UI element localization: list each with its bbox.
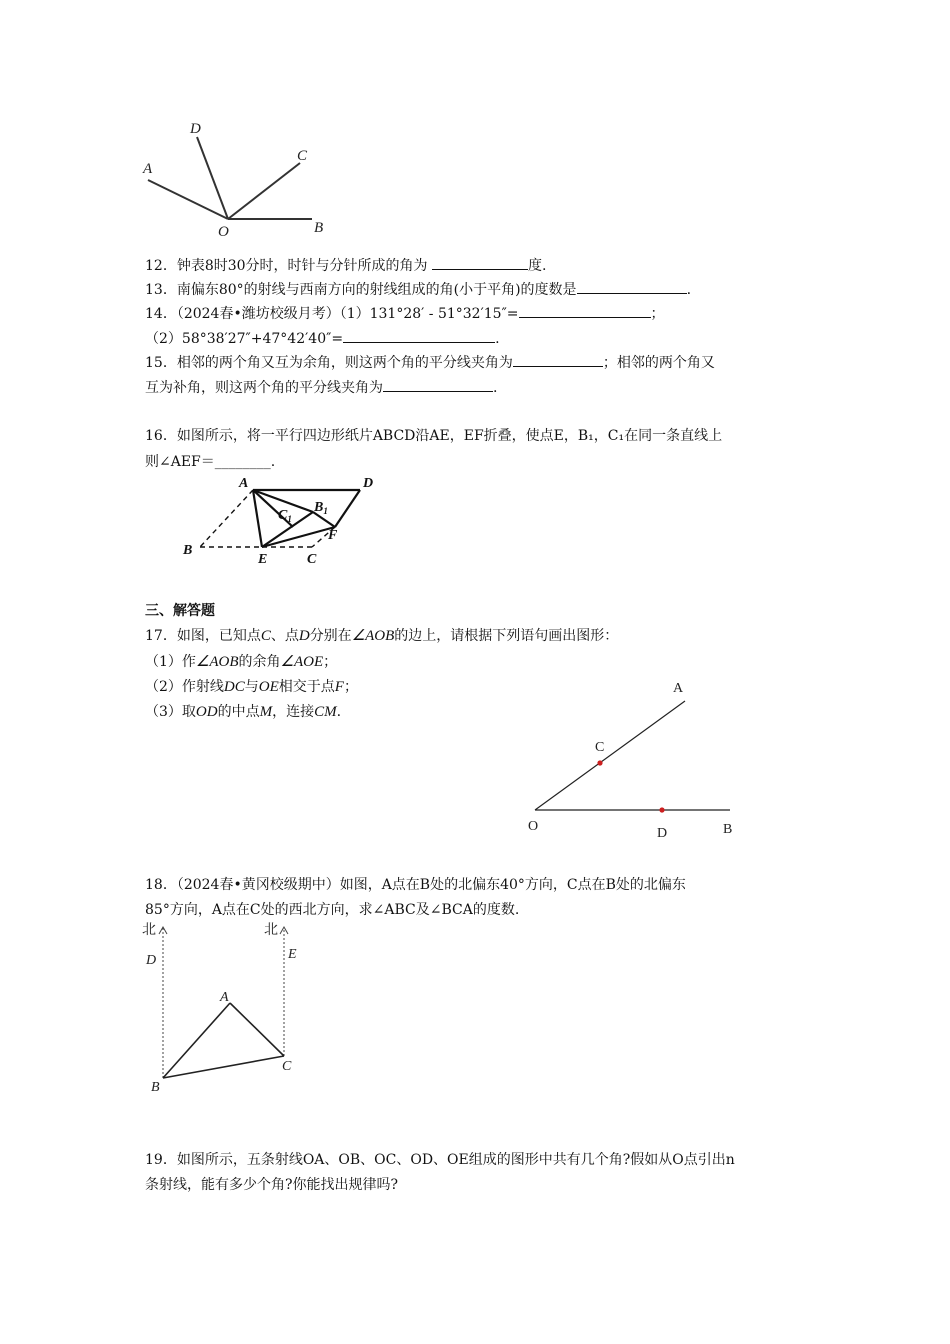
figure-q17-angle bbox=[520, 675, 750, 845]
q17-s2b: DC bbox=[223, 679, 245, 695]
q17-s3a: （3）取 bbox=[145, 704, 196, 720]
q14-line2-text: （2）58°38′27″+47°42′40″= bbox=[145, 331, 344, 347]
q17-s2c: 与 bbox=[244, 679, 259, 695]
question-18-line2 bbox=[145, 900, 519, 920]
q17-c: C bbox=[260, 628, 271, 644]
q16-line1-text: 16．如图所示，将一平行四边形纸片ABCD沿AE，EF折叠，使点E，B₁，C₁在同一条直线上 bbox=[145, 428, 723, 444]
label-c: C bbox=[282, 1059, 292, 1074]
edge-ab-dashed bbox=[200, 490, 253, 547]
question-17-step1 bbox=[145, 652, 337, 672]
q12-blank[interactable] bbox=[432, 255, 528, 270]
figure-q18-directions bbox=[140, 918, 320, 1098]
label-b: B bbox=[183, 543, 193, 558]
q17-p4: 的边上，请根据下列语句画出图形： bbox=[394, 628, 619, 644]
question-17-step3 bbox=[145, 702, 341, 722]
question-18-line1 bbox=[145, 875, 686, 895]
q17-angle: ∠AOB bbox=[351, 628, 395, 644]
q17-s1a: （1）作 bbox=[145, 654, 196, 670]
label-c: C bbox=[297, 148, 308, 164]
q14-line2-suffix: . bbox=[495, 331, 500, 347]
figure-q16-parallelogram bbox=[175, 470, 385, 570]
q18-line2-text: 85°方向，A点在C处的西北方向，求∠ABC及∠BCA的度数. bbox=[145, 902, 520, 918]
question-19-line2 bbox=[145, 1175, 398, 1195]
label-a: A bbox=[239, 476, 249, 491]
q15-line2-suffix: . bbox=[493, 380, 498, 396]
question-17-step2 bbox=[145, 677, 358, 697]
label-f: F bbox=[328, 528, 338, 543]
q17-s3f: CM bbox=[314, 704, 337, 720]
q17-s3g: . bbox=[336, 704, 342, 720]
segment-bc bbox=[163, 1056, 284, 1078]
q15-blank-1[interactable] bbox=[513, 352, 603, 367]
q12-suffix: 度. bbox=[528, 258, 547, 274]
label-c1: $C_1$ bbox=[278, 508, 292, 524]
label-b: B bbox=[151, 1080, 160, 1095]
question-17-line1 bbox=[145, 626, 618, 646]
question-19-line1 bbox=[145, 1150, 735, 1170]
question-16-line1 bbox=[145, 426, 722, 446]
q19-line1-text: 19．如图所示，五条射线OA、OB、OC、OD、OE组成的图形中共有几个角?假如从O点引出n bbox=[145, 1152, 735, 1168]
ray-oa bbox=[535, 701, 685, 810]
question-15-line1 bbox=[145, 352, 715, 373]
q13-blank[interactable] bbox=[577, 279, 687, 294]
label-north-c: 北 bbox=[264, 923, 278, 938]
q17-s2f: F bbox=[334, 679, 344, 695]
q16-blank[interactable]: ________ bbox=[214, 454, 271, 470]
label-e: E bbox=[288, 947, 297, 962]
q14-line1-text: 14．（2024春•潍坊校级月考）（1）131°28′ - 51°32′15″= bbox=[145, 306, 519, 322]
q14-blank-1[interactable] bbox=[519, 303, 651, 318]
q15-line2-text: 互为补角，则这两个角的平分线夹角为 bbox=[145, 380, 383, 396]
q17-s2g: ； bbox=[343, 679, 358, 695]
q19-line2-text: 条射线，能有多少个角?你能找出规律吗? bbox=[145, 1177, 399, 1193]
label-north-b: 北 bbox=[142, 923, 156, 938]
q17-s1e: ； bbox=[323, 654, 338, 670]
point-c bbox=[597, 760, 602, 765]
label-c: C bbox=[595, 740, 605, 755]
label-c: C bbox=[307, 552, 317, 567]
q17-s2e: 相交于点 bbox=[278, 679, 335, 695]
q17-s2a: （2）作射线 bbox=[145, 679, 224, 695]
label-e: E bbox=[258, 552, 268, 567]
q16-line2-suffix: . bbox=[270, 454, 276, 470]
q14-line1-suffix: ； bbox=[650, 306, 665, 322]
segment-ba bbox=[163, 1003, 230, 1078]
question-14-line2 bbox=[145, 328, 500, 349]
q17-s2d: OE bbox=[258, 679, 279, 695]
figure-q11-rays bbox=[140, 115, 340, 240]
label-d: D bbox=[190, 121, 201, 137]
q17-p1: 17．如图，已知点 bbox=[145, 628, 261, 644]
question-15-line2 bbox=[145, 377, 497, 398]
q15-line1-text: 15．相邻的两个角又互为余角，则这两个角的平分线夹角为 bbox=[145, 355, 513, 371]
label-b: B bbox=[723, 822, 733, 837]
q17-s1c: 的余角 bbox=[238, 654, 281, 670]
edge-df bbox=[335, 490, 360, 527]
segment-ac bbox=[230, 1003, 284, 1056]
q17-s3b: OD bbox=[195, 704, 218, 720]
label-d: D bbox=[363, 476, 374, 491]
q12-text: 12．钟表8时30分时，时针与分针所成的角为 bbox=[145, 258, 428, 274]
section-title: 三、解答题 bbox=[145, 603, 215, 619]
q13-suffix: . bbox=[686, 282, 692, 298]
label-b1: $B_1$ bbox=[314, 500, 328, 516]
ray-oc bbox=[228, 163, 300, 219]
label-d: D bbox=[146, 953, 157, 968]
label-o: O bbox=[218, 224, 229, 240]
q17-s3e: ，连接 bbox=[272, 704, 315, 720]
question-13 bbox=[145, 279, 691, 300]
q17-s1b: ∠AOB bbox=[195, 654, 239, 670]
label-b: B bbox=[314, 220, 324, 236]
question-14-line1 bbox=[145, 303, 665, 324]
q18-line1-text: 18．（2024春•黄冈校级期中）如图，A点在B处的北偏东40°方向，C点在B处的北偏东 bbox=[145, 877, 686, 893]
q15-line1-suffix: ；相邻的两个角又 bbox=[602, 355, 715, 371]
point-d bbox=[659, 807, 664, 812]
q17-s3d: M bbox=[259, 704, 273, 720]
label-a: A bbox=[220, 990, 229, 1005]
edge-ef bbox=[262, 527, 335, 547]
q17-p2: 、点 bbox=[270, 628, 299, 644]
q13-text: 13．南偏东80°的射线与西南方向的射线组成的角(小于平角)的度数是 bbox=[145, 282, 577, 298]
q15-blank-2[interactable] bbox=[383, 377, 493, 392]
label-d: D bbox=[657, 826, 668, 841]
q16-line2-text: 则∠AEF＝ bbox=[145, 454, 215, 470]
q14-blank-2[interactable] bbox=[343, 328, 495, 343]
q17-d: D bbox=[298, 628, 310, 644]
q17-p3: 分别在 bbox=[309, 628, 352, 644]
question-12 bbox=[145, 255, 546, 276]
label-a: A bbox=[673, 681, 684, 696]
label-a: A bbox=[143, 161, 153, 177]
q17-s1d: ∠AOE bbox=[280, 654, 324, 670]
label-o: O bbox=[528, 819, 539, 834]
q17-s3c: 的中点 bbox=[217, 704, 260, 720]
question-16-line2 bbox=[145, 452, 275, 472]
